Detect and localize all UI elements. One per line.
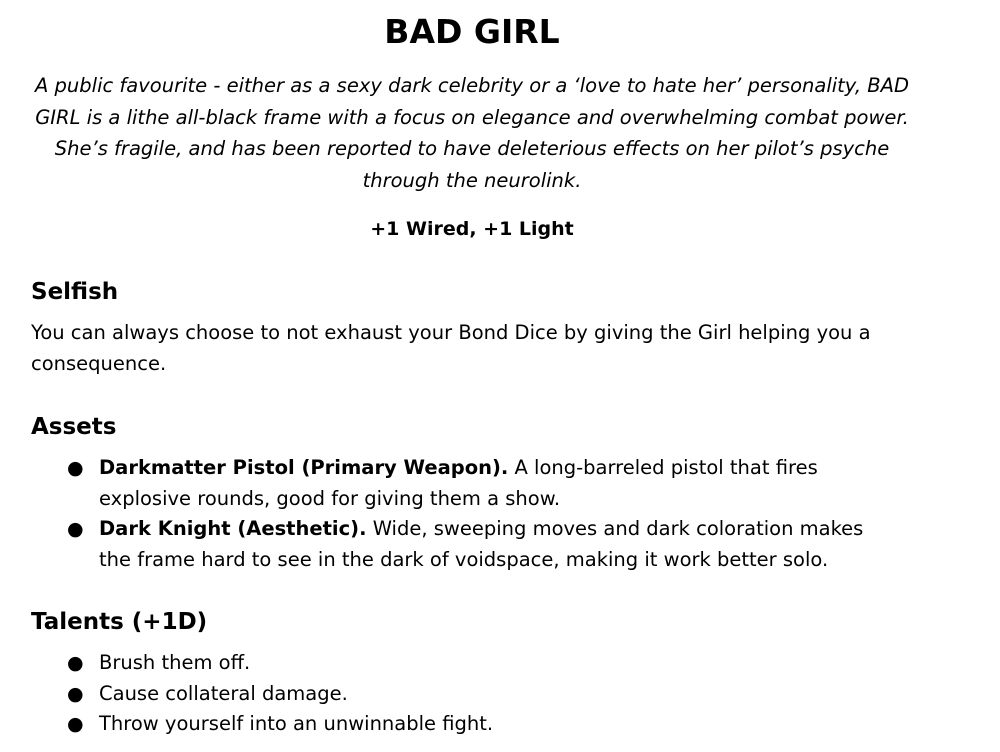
bullet-icon: ● — [67, 652, 84, 674]
list-item — [0, 679, 960, 710]
asset-name: Darkmatter Pistol (Primary Weapon). — [99, 456, 509, 479]
list-item — [0, 648, 960, 679]
talents-heading: Talents (+1D) — [31, 609, 208, 635]
list-item — [0, 453, 960, 514]
assets-heading: Assets — [31, 414, 117, 440]
page-title: BAD GIRL — [384, 12, 560, 51]
asset-name: Dark Knight (Aesthetic). — [99, 517, 367, 540]
talent-text: Throw yourself into an unwinnable fight. — [99, 712, 494, 735]
bullet-icon: ● — [67, 518, 84, 540]
selfish-heading: Selfish — [31, 279, 119, 305]
talent-text: Brush them off. — [99, 651, 251, 674]
selfish-text: You can always choose to not exhaust your Bond Dice by giving the Girl helping you a consequence. — [31, 321, 871, 375]
talents-list — [0, 648, 960, 740]
asset-entry — [99, 453, 899, 514]
assets-list — [0, 453, 960, 575]
bullet-icon: ● — [67, 682, 84, 705]
list-item — [0, 709, 960, 740]
asset-description: A long-barreled pistol that fires explosive rounds, good for giving them a show. — [99, 456, 818, 510]
asset-description: Wide, sweeping moves and dark coloration makes the frame hard to see in the dark of voidspace, making it work better solo. — [99, 517, 864, 571]
stat-modifiers: +1 Wired, +1 Light — [370, 218, 574, 240]
bullet-icon: ● — [67, 713, 84, 735]
intro-paragraph: A public favourite - either as a sexy dark celebrity or a ‘love to hate her’ personality, BAD GIRL is a lithe all-black frame with a focus on elegance and overwhelming combat power. She’s fragile, and has been reported to have deleterious effects on her pilot’s psyche through the neurolink. — [35, 74, 909, 192]
talent-text: Cause collateral damage. — [99, 681, 348, 705]
list-item — [0, 514, 960, 575]
bullet-icon: ● — [67, 457, 84, 479]
asset-entry — [99, 514, 899, 575]
